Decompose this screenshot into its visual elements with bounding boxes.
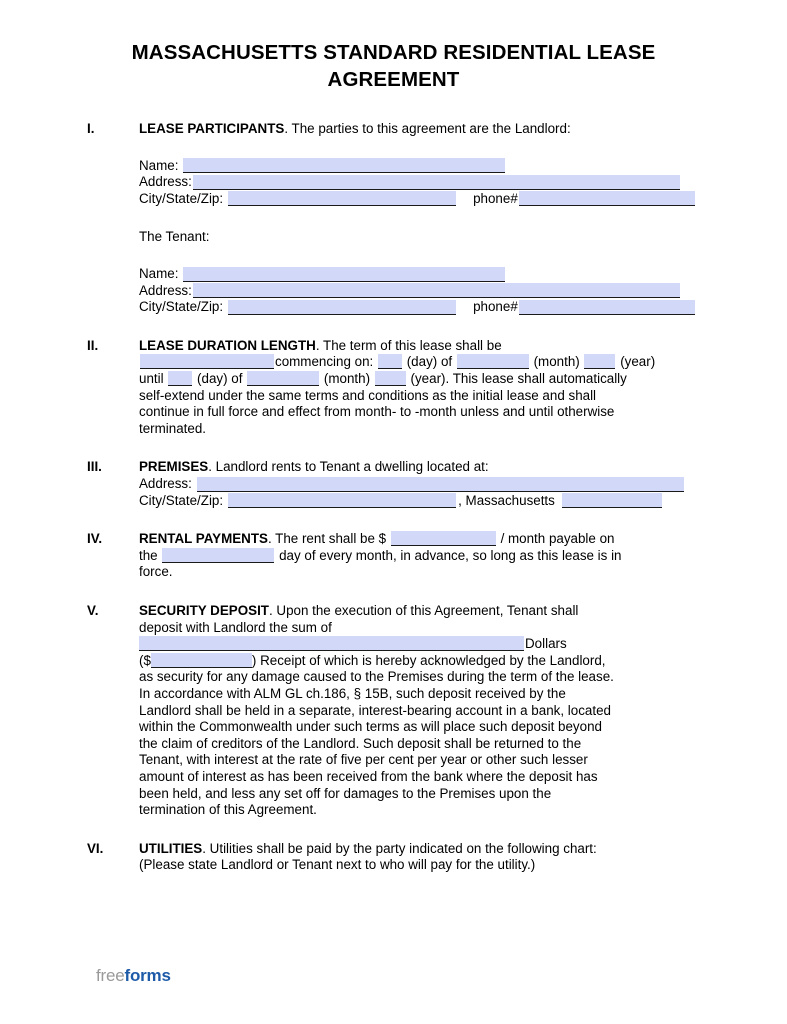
section-rental-payments — [87, 531, 700, 581]
section-security-deposit — [87, 603, 700, 819]
premises-address-label: Address: — [139, 476, 192, 491]
dollars-label: Dollars — [525, 636, 567, 652]
tenant-address-row — [139, 283, 700, 300]
section-1-intro-text: . The parties to this agreement are the Landlord: — [284, 121, 571, 137]
landlord-address-input[interactable] — [193, 175, 680, 190]
section-4-line-1 — [139, 531, 700, 548]
premises-city-label: City/State/Zip: — [139, 492, 224, 508]
section-5-line-12: been held, and less any set off for damages to the Premises upon the — [139, 785, 552, 801]
section-numeral-2: II. — [87, 337, 99, 353]
landlord-city-input[interactable] — [228, 191, 456, 206]
section-5-line-11: amount of interest as has been received from the bank where the deposit has — [139, 768, 598, 784]
section-3-intro-text: . Landlord rents to Tenant a dwelling located at: — [208, 459, 489, 475]
deposit-words-input[interactable] — [139, 636, 524, 651]
section-2-line-3 — [139, 371, 700, 388]
section-1-intro-line — [139, 121, 700, 138]
section-4-line-2 — [139, 548, 700, 565]
section-2-line-4: self-extend under the same terms and conditions as the initial lease and shall — [139, 387, 597, 403]
section-numeral-3: III. — [87, 459, 102, 475]
section-2-line-5: continue in full force and effect from month- to -month unless and until otherwise — [139, 404, 615, 420]
section-2-line-6: terminated. — [139, 420, 206, 436]
section-5-heading: SECURITY DEPOSIT — [139, 602, 269, 618]
section-numeral-1: I. — [87, 121, 95, 137]
start-year-input[interactable] — [584, 354, 615, 369]
start-month-input[interactable] — [457, 354, 529, 369]
premises-address-row — [139, 476, 700, 493]
landlord-phone-label: phone# — [473, 190, 518, 206]
premises-zip-input[interactable] — [562, 493, 662, 508]
tenant-city-input[interactable] — [228, 300, 456, 315]
start-year-label: (year) — [620, 354, 656, 370]
start-day-label: (day) of — [406, 354, 453, 370]
tenant-name-row — [139, 266, 700, 283]
freeforms-logo — [96, 966, 171, 986]
section-5-intro-text: . Upon the execution of this Agreement, Tenant shall — [268, 602, 579, 618]
section-5-line-6: In accordance with ALM GL ch.186, § 15B, such deposit received by the — [139, 685, 566, 701]
premises-state-label: , Massachusetts — [458, 492, 555, 508]
section-5-line-5: as security for any damage caused to the Premises during the term of the lease. — [139, 669, 614, 685]
rent-amount-input[interactable] — [391, 531, 496, 546]
page-title: MASSACHUSETTS STANDARD RESIDENTIAL LEASE AGREEMENT — [131, 41, 656, 92]
section-numeral-6: VI. — [87, 840, 104, 856]
until-label: until — [139, 371, 164, 387]
section-numeral-4: IV. — [87, 531, 103, 547]
section-4-heading: RENTAL PAYMENTS — [139, 531, 268, 547]
tenant-address-input[interactable] — [193, 283, 680, 298]
tenant-phone-label: phone# — [473, 299, 518, 315]
end-day-input[interactable] — [168, 371, 192, 386]
section-2-intro-text: . The term of this lease shall be — [315, 337, 502, 353]
end-day-label: (day) of — [197, 371, 243, 387]
landlord-name-input[interactable] — [183, 158, 505, 173]
end-year-input[interactable] — [375, 371, 406, 386]
section-numeral-5: V. — [87, 602, 99, 618]
tenant-name-label: Name: — [139, 266, 179, 282]
tenant-city-label: City/State/Zip: — [139, 299, 224, 315]
section-5-line-4 — [139, 653, 700, 670]
section-6-line-2: (Please state Landlord or Tenant next to who will pay for the utility.) — [139, 857, 536, 873]
logo-text-forms: forms — [124, 966, 171, 985]
rent-due-day-label: day of every month, in advance, so long as this lease is in — [279, 547, 622, 563]
section-2-line-2 — [139, 354, 700, 371]
end-month-input[interactable] — [247, 371, 319, 386]
landlord-name-label: Name: — [139, 157, 179, 173]
premises-address-input[interactable] — [197, 477, 684, 492]
deposit-amount-input[interactable] — [151, 653, 252, 668]
section-lease-participants — [87, 121, 700, 316]
section-lease-duration — [87, 338, 700, 438]
landlord-name-row — [139, 158, 700, 175]
section-2-intro-line — [139, 338, 700, 355]
tenant-city-row — [139, 299, 700, 316]
section-premises — [87, 459, 700, 509]
document-body — [0, 121, 787, 874]
start-day-input[interactable] — [378, 354, 402, 369]
premises-city-input[interactable] — [228, 493, 456, 508]
deposit-paren-close: ) Receipt of which is hereby acknowledged by the Landlord, — [251, 652, 606, 668]
landlord-phone-input[interactable] — [519, 191, 695, 206]
section-6-line-1 — [139, 841, 700, 858]
tenant-name-input[interactable] — [183, 267, 505, 282]
section-1-heading: LEASE PARTICIPANTS — [139, 121, 285, 137]
section-5-line-13: termination of this Agreement. — [139, 802, 317, 818]
section-3-intro-line — [139, 459, 700, 476]
section-2-heading: LEASE DURATION LENGTH — [139, 337, 316, 353]
end-month-label: (month) — [323, 371, 371, 387]
tenant-phone-input[interactable] — [519, 300, 695, 315]
section-5-line-1 — [139, 603, 700, 620]
section-5-line-3 — [139, 636, 700, 653]
rent-the-label: the — [139, 547, 158, 563]
landlord-city-label: City/State/Zip: — [139, 190, 224, 206]
section-5-line-7: Landlord shall be held in a separate, interest-bearing account in a bank, located — [139, 702, 611, 718]
rent-per-month-label: / month payable on — [500, 531, 615, 547]
section-4-intro-text: . The rent shall be $ — [267, 531, 387, 547]
commencing-label: commencing on: — [275, 354, 374, 370]
end-year-label: (year). This lease shall automatically — [410, 371, 627, 387]
section-utilities — [87, 841, 700, 874]
landlord-address-label: Address: — [139, 174, 192, 190]
landlord-city-row — [139, 191, 700, 208]
section-5-line-8: within the Commonwealth under such terms as will place such deposit beyond — [139, 719, 602, 735]
lease-term-input[interactable] — [140, 354, 274, 369]
section-6-heading: UTILITIES — [139, 840, 203, 856]
logo-text-free: free — [96, 966, 125, 985]
tenant-section-label: The Tenant: — [139, 229, 210, 245]
rent-due-day-input[interactable] — [162, 548, 274, 563]
section-4-line-3: force. — [139, 564, 173, 580]
section-5-line-2: deposit with Landlord the sum of — [139, 619, 332, 635]
deposit-paren-open: ($ — [139, 652, 151, 668]
premises-city-row — [139, 493, 700, 510]
landlord-address-row — [139, 174, 700, 191]
tenant-address-label: Address: — [139, 282, 192, 298]
section-5-line-9: the claim of creditors of the Landlord. Such deposit shall be returned to the — [139, 735, 582, 751]
start-month-label: (month) — [533, 354, 580, 370]
section-6-intro-text: . Utilities shall be paid by the party indicated on the following chart: — [202, 840, 597, 856]
section-3-heading: PREMISES — [139, 459, 209, 475]
section-5-line-10: Tenant, with interest at the rate of five per cent per year or other such lesser — [139, 752, 588, 768]
